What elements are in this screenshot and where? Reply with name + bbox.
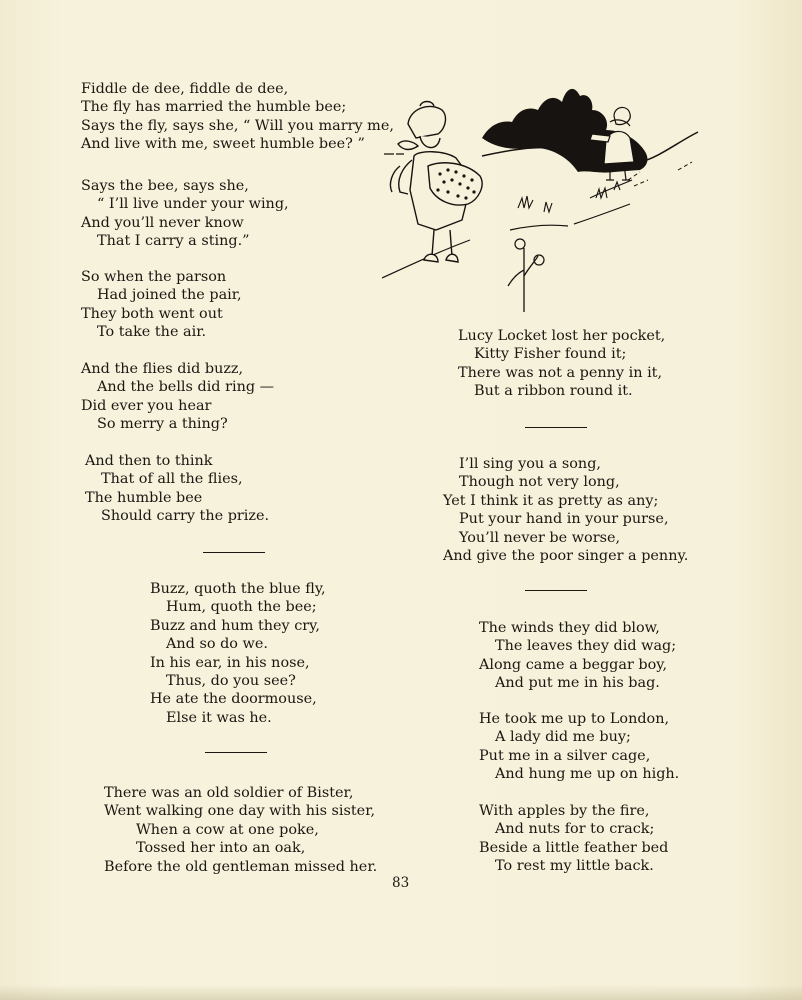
poem-line: And hung me up on high. — [495, 766, 680, 783]
poem-line: So when the parson — [81, 269, 227, 285]
poem-line: That of all the flies, — [101, 471, 243, 488]
poem-line: The winds they did blow, — [479, 620, 660, 636]
poem-line: I’ll sing you a song, — [459, 456, 601, 472]
poem-humble-bee-stanza-2 — [81, 177, 289, 251]
poem-line: There was not a penny in it, — [458, 364, 663, 381]
poem-line: Along came a beggar boy, — [479, 656, 668, 673]
poem-line: There was an old soldier of Bister, — [104, 785, 354, 801]
poem-line: Thus, do you see? — [166, 673, 296, 690]
poem-humble-bee-stanza-5 — [85, 452, 269, 526]
poem-sing-a-song — [443, 455, 688, 565]
flower-stem — [508, 248, 538, 312]
poem-line: And put me in his bag. — [495, 675, 660, 692]
poem-line: Lucy Locket lost her pocket, — [458, 328, 666, 344]
poem-line: So merry a thing? — [97, 416, 228, 433]
poem-line: And nuts for to crack; — [495, 821, 655, 838]
poem-winds-stanza-2 — [479, 710, 679, 784]
page-number: 83 — [392, 875, 410, 891]
poem-buzz-quoth — [150, 580, 326, 727]
poem-humble-bee-stanza-1 — [81, 80, 394, 154]
poem-line: The leaves they did wag; — [495, 638, 677, 655]
poem-winds-stanza-3 — [479, 802, 668, 876]
poem-line: When a cow at one poke, — [136, 821, 319, 838]
illustration-two-girls — [378, 80, 702, 312]
poem-line: Says the fly, says she, “ Will you marry me, — [81, 117, 394, 134]
poem-line: Beside a little feather bed — [479, 839, 669, 856]
section-divider — [525, 427, 587, 428]
poem-line: Says the bee, says she, — [81, 178, 249, 194]
grass-tuft — [518, 182, 620, 212]
poem-humble-bee-stanza-3 — [81, 268, 242, 342]
poem-line: The humble bee — [85, 489, 203, 506]
poem-line: Hum, quoth the bee; — [166, 599, 317, 616]
section-divider — [203, 552, 265, 553]
poem-line: And the flies did buzz, — [81, 361, 244, 377]
poem-line: They both went out — [81, 305, 223, 322]
poem-line: Else it was he. — [166, 709, 272, 726]
poem-line: To rest my little back. — [495, 858, 654, 875]
page-edge-shadow — [0, 985, 802, 1000]
poem-old-soldier — [104, 784, 377, 876]
poem-line: But a ribbon round it. — [474, 383, 633, 400]
poem-line: In his ear, in his nose, — [150, 654, 310, 671]
poem-line: A lady did me buy; — [495, 729, 631, 746]
poem-line: Before the old gentleman missed her. — [104, 858, 378, 875]
poem-line: And live with me, sweet humble bee? ” — [81, 136, 365, 153]
poem-line: To take the air. — [97, 324, 207, 341]
section-divider — [205, 752, 267, 753]
poem-line: He took me up to London, — [479, 711, 670, 727]
poem-line: Should carry the prize. — [101, 508, 270, 525]
poem-line: Did ever you hear — [81, 397, 212, 414]
poem-line: And give the poor singer a penny. — [443, 548, 689, 565]
poem-line: With apples by the fire, — [479, 803, 650, 819]
poem-line: Though not very long, — [459, 474, 620, 491]
poem-line: And the bells did ring — — [97, 379, 275, 396]
poem-line: And then to think — [85, 453, 213, 469]
poem-line: Fiddle de dee, fiddle de dee, — [81, 81, 289, 97]
poem-line: That I carry a sting.” — [97, 233, 250, 250]
poem-line: Tossed her into an oak, — [136, 840, 306, 857]
flower-head — [515, 239, 525, 249]
section-divider — [525, 590, 587, 591]
poem-line: Yet I think it as pretty as any; — [443, 492, 659, 509]
poem-line: Went walking one day with his sister, — [104, 803, 376, 820]
poem-line: And so do we. — [166, 636, 268, 653]
poem-line: Put your hand in your purse, — [459, 511, 669, 528]
poem-line: Buzz and hum they cry, — [150, 617, 320, 634]
poem-line: The fly has married the humble bee; — [81, 99, 347, 116]
poem-humble-bee-stanza-4 — [81, 360, 274, 434]
poem-line: Kitty Fisher found it; — [474, 346, 627, 363]
poem-line: You’ll never be worse, — [459, 529, 621, 546]
poem-line: “ I’ll live under your wing, — [97, 196, 289, 213]
poem-line: And you’ll never know — [81, 214, 244, 231]
poem-line: Buzz, quoth the blue fly, — [150, 581, 326, 597]
poem-lucy-locket — [458, 327, 665, 401]
poem-line: Had joined the pair, — [97, 287, 242, 304]
poem-winds-stanza-1 — [479, 619, 676, 693]
poem-line: Put me in a silver cage, — [479, 747, 651, 764]
large-girl — [390, 102, 482, 263]
poem-line: He ate the doormouse, — [150, 691, 317, 708]
